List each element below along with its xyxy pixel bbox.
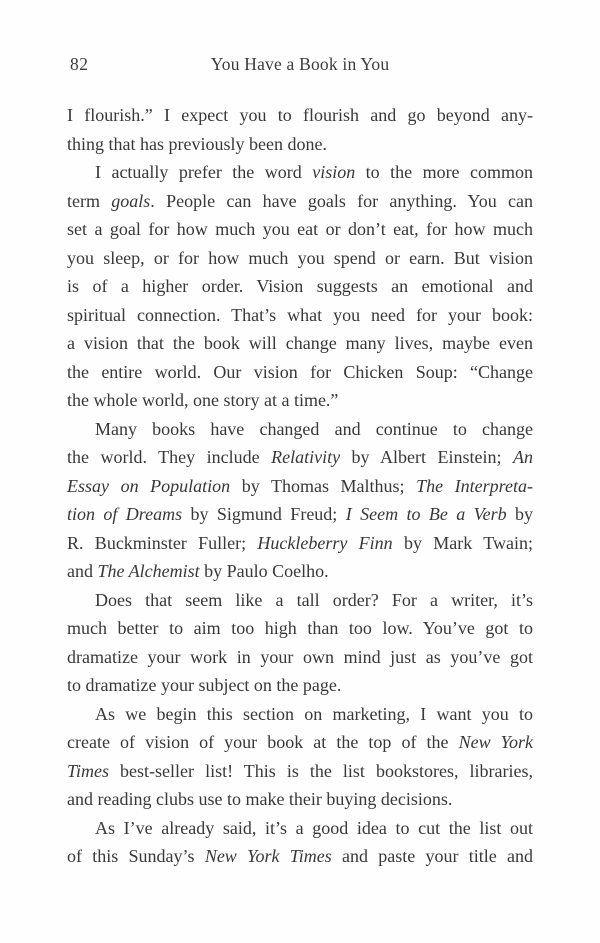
running-header [67, 52, 533, 76]
text-line [67, 700, 533, 729]
text-line [67, 557, 533, 586]
text-run: and reading clubs use to make their buying decisions. [67, 789, 453, 809]
text-line [67, 500, 533, 529]
text-line [67, 842, 533, 871]
text-line [67, 386, 533, 415]
text-line [67, 586, 533, 615]
text-line [67, 101, 533, 130]
text-line [67, 472, 533, 501]
italic-text-run: The Interpreta- [416, 475, 533, 496]
text-run: by Paulo Coelho. [199, 561, 329, 581]
italic-text-run: New York Times [204, 846, 332, 866]
italic-text-run: Relativity [271, 447, 341, 467]
text-line [67, 529, 533, 558]
italic-text-run: tion of Dreams [67, 504, 183, 524]
text-run: I flourish.” I expect you to flourish and go beyond any- [67, 105, 533, 125]
text-run: and [67, 561, 98, 581]
text-run: by Mark Twain; [392, 532, 533, 553]
text-line [67, 728, 533, 757]
italic-text-run: New York [458, 732, 533, 752]
text-run: the entire world. Our vision for Chicken Soup: “Change [67, 361, 533, 382]
text-run: R. Buckminster Fuller; [67, 532, 258, 553]
italic-text-run: vision [312, 162, 356, 182]
page-body [67, 101, 533, 871]
text-line [67, 301, 533, 330]
text-run: a vision that the book will change many lives, maybe even [67, 333, 533, 353]
text-line [67, 244, 533, 273]
italic-text-run: I Seem to Be a Verb [345, 504, 507, 524]
text-run: to dramatize your subject on the page. [67, 675, 342, 695]
italic-text-run: An [513, 447, 534, 467]
text-line [67, 757, 533, 786]
text-run: the whole world, one story at a time.” [67, 390, 339, 410]
text-run: to the more common [355, 162, 533, 182]
text-run: As we begin this section on marketing, I want you to [95, 703, 533, 724]
italic-text-run: Huckleberry Finn [257, 532, 393, 553]
text-line [67, 671, 533, 700]
text-run: by Thomas Malthus; [230, 475, 417, 496]
text-run: much better to aim too high than too low. You’ve got to [67, 618, 533, 638]
running-header-title: You Have a Book in You [210, 54, 390, 74]
text-line [67, 643, 533, 672]
text-run: you sleep, or for how much you spend or earn. But vision [67, 247, 533, 268]
text-run: thing that has previously been done. [67, 133, 327, 154]
text-run: and paste your title and [331, 846, 533, 866]
text-run: by [506, 504, 533, 524]
italic-text-run: Times [67, 760, 110, 781]
text-line [67, 785, 533, 814]
text-run: spiritual connection. That’s what you need for your book: [67, 304, 533, 325]
text-run: Does that seem like a tall order? For a writer, it’s [95, 589, 533, 610]
text-run: Many books have changed and continue to change [95, 418, 533, 439]
text-run: create of vision of your book at the top of the [67, 732, 459, 752]
text-line [67, 415, 533, 444]
text-line [67, 358, 533, 387]
text-run: As I’ve already said, it’s a good idea to cut the list out [95, 817, 533, 838]
text-line [67, 329, 533, 358]
text-line [67, 443, 533, 472]
page-number: 82 [70, 54, 89, 74]
text-line [67, 130, 533, 159]
text-run: by Albert Einstein; [340, 447, 514, 467]
text-line [67, 158, 533, 187]
italic-text-run: Essay on Population [67, 475, 231, 496]
text-line [67, 614, 533, 643]
italic-text-run: goals [111, 190, 151, 211]
text-run: set a goal for how much you eat or don’t eat, for how much [67, 219, 533, 239]
text-run: by Sigmund Freud; [182, 504, 346, 524]
text-run: . People can have goals for anything. You can [150, 190, 533, 211]
text-line [67, 215, 533, 244]
text-run: dramatize your work in your own mind just as you’ve got [67, 646, 533, 667]
text-run: is of a higher order. Vision suggests an emotional and [67, 276, 533, 296]
text-line [67, 272, 533, 301]
text-run: best-seller list! This is the list bookstores, libraries, [109, 760, 533, 781]
text-run: the world. They include [67, 447, 272, 467]
text-run: I actually prefer the word [95, 162, 313, 182]
text-run: term [67, 190, 112, 211]
text-line [67, 814, 533, 843]
text-run: of this Sunday’s [67, 846, 205, 866]
text-line [67, 187, 533, 216]
italic-text-run: The Alchemist [97, 561, 200, 581]
